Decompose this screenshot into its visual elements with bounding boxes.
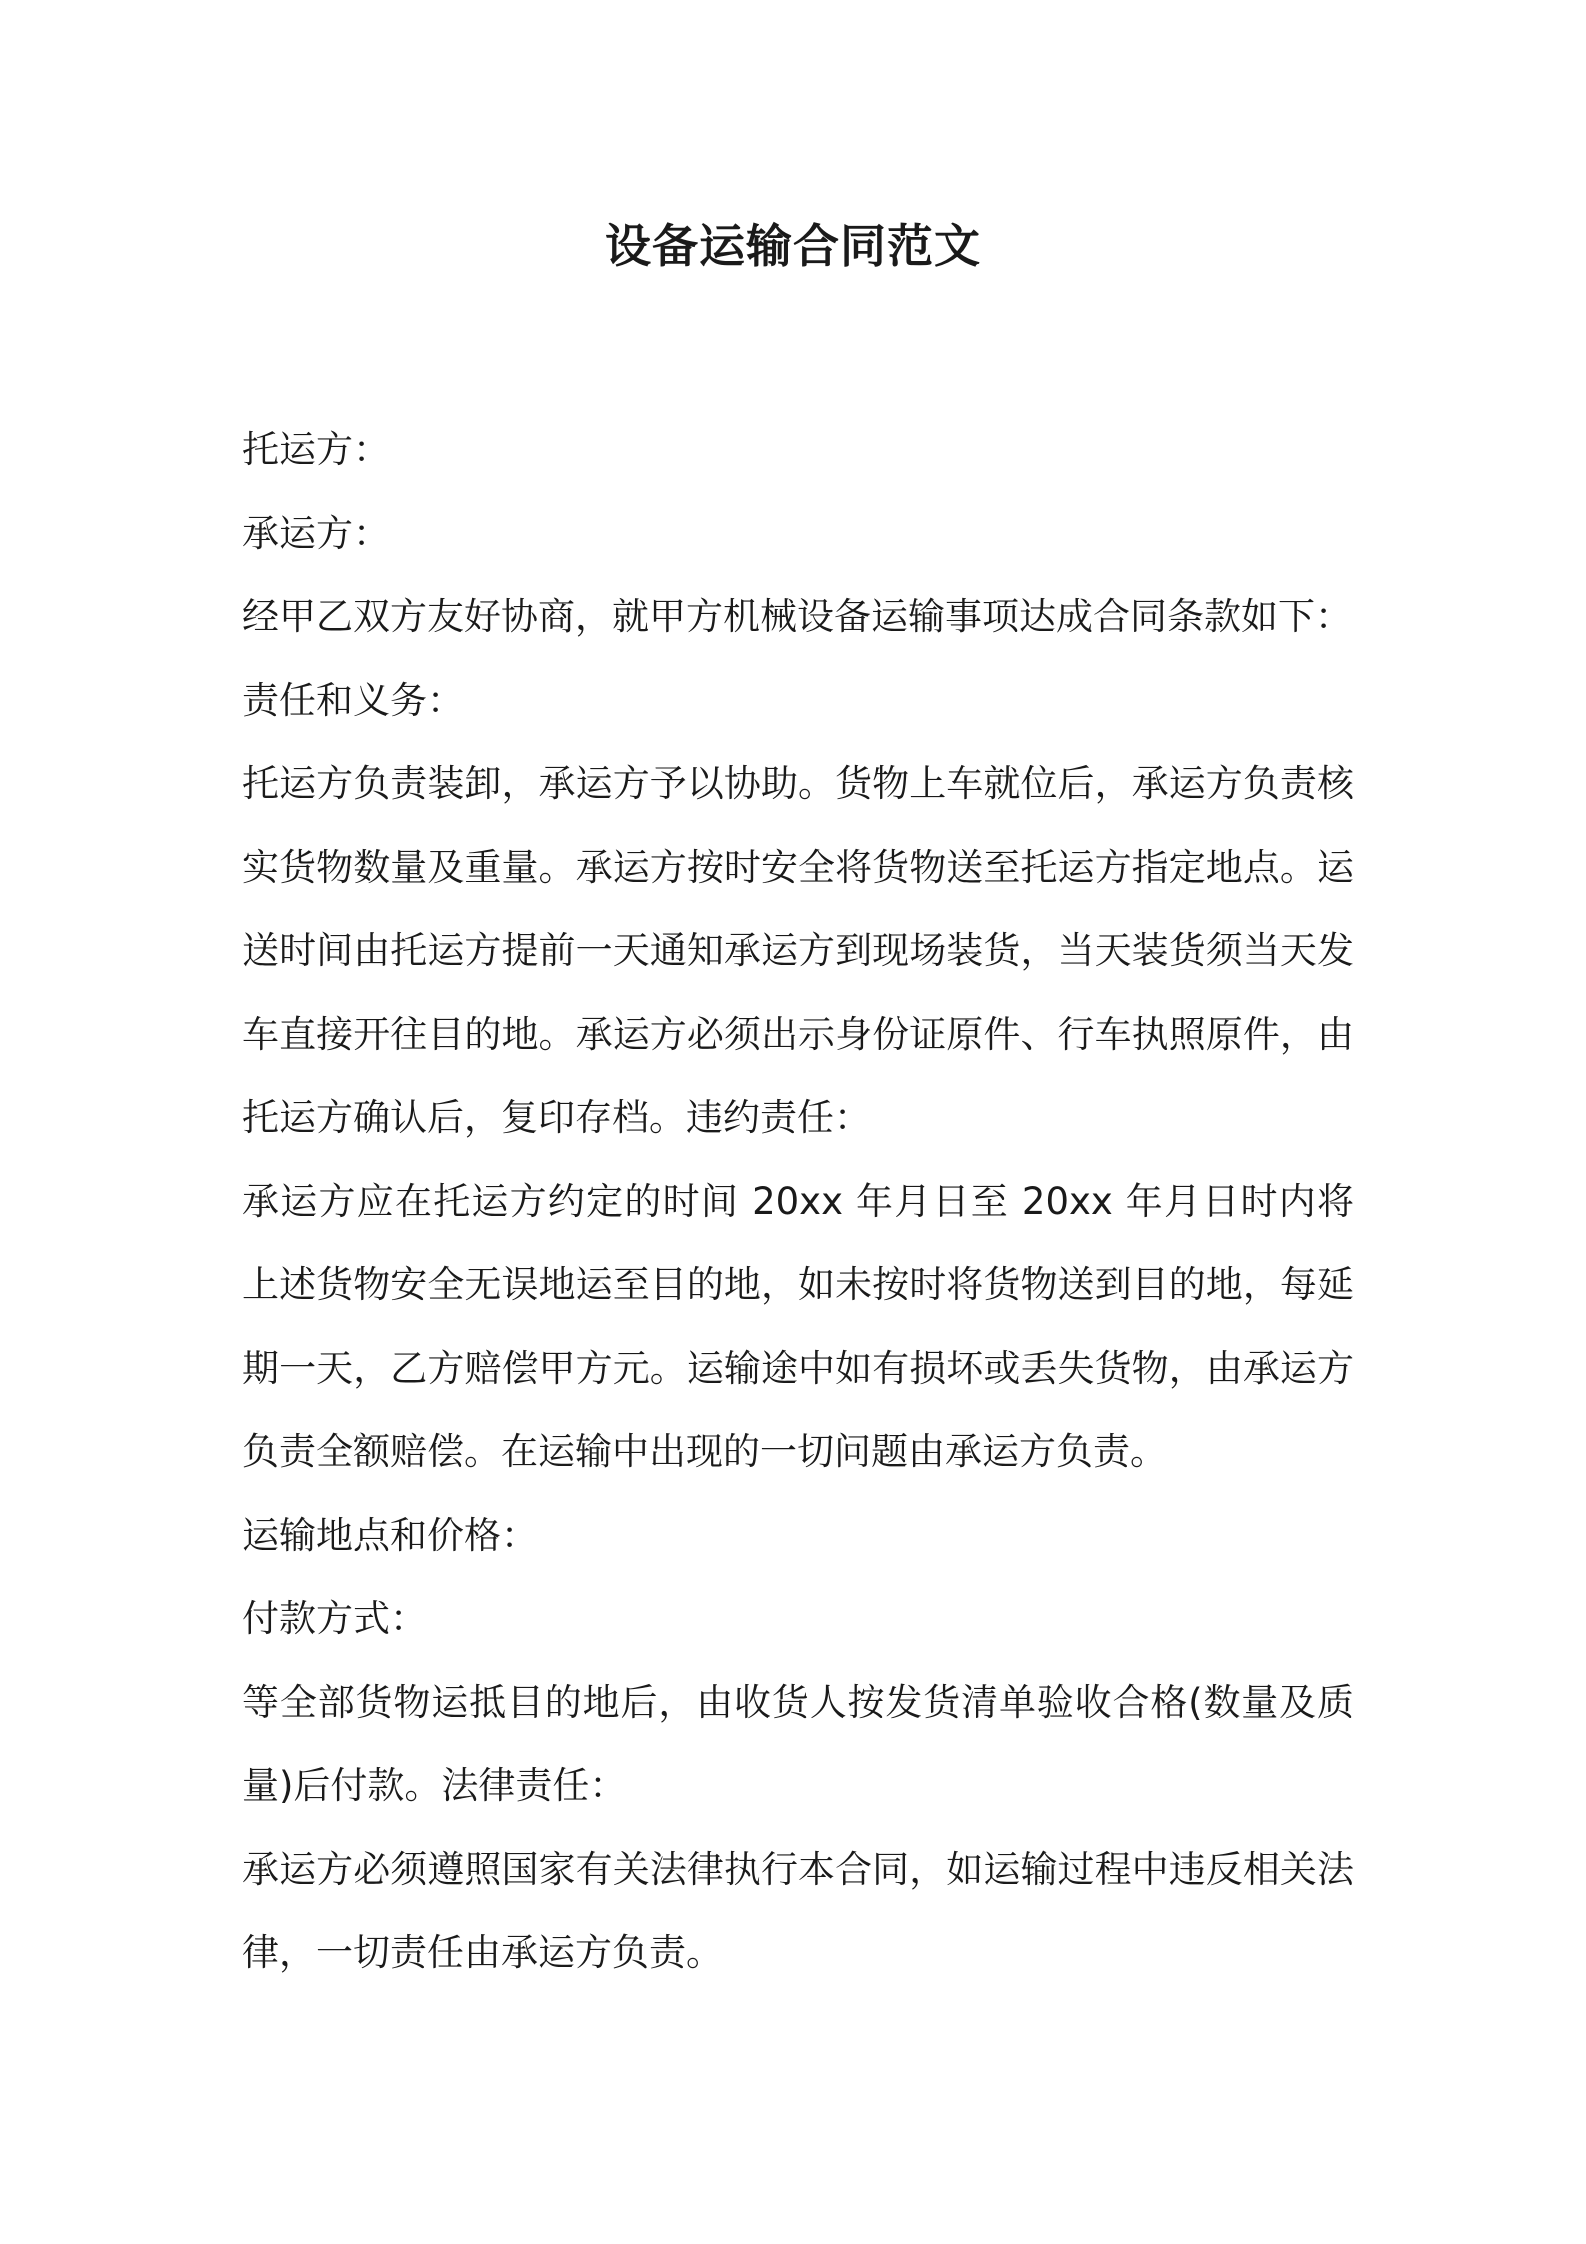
document-body xyxy=(242,408,1354,1995)
paragraph-legal: 承运方必须遵照国家有关法律执行本合同，如运输过程中违反相关法律，一切责任由承运方负责。 xyxy=(242,1847,1354,1974)
document-title: 设备运输合同范文 xyxy=(605,219,981,273)
paragraph-payment: 等全部货物运抵目的地后，由收货人按发货清单验收合格(数量及质量)后付款。法律责任： xyxy=(242,1680,1354,1807)
paragraph-shipper: 托运方： xyxy=(242,428,390,471)
paragraph-payment-heading: 付款方式： xyxy=(242,1597,427,1640)
paragraph-location-price: 运输地点和价格： xyxy=(242,1513,538,1557)
paragraph-carrier: 承运方： xyxy=(242,511,390,555)
paragraph-duties: 托运方负责装卸，承运方予以协助。货物上车就位后，承运方负责核实货物数量及重量。承运方按时安全将货物送至托运方指定地点。运送时间由托运方提前一天通知承运方到现场装货，当天装货须当天发车直接开往目的地。承运方必须出示身份证原件、行车执照原件，由托运方确认后，复印存档。违约责任： xyxy=(242,762,1354,1139)
paragraph-duties-heading: 责任和义务： xyxy=(242,678,464,722)
paragraph-preamble: 经甲乙双方友好协商，就甲方机械设备运输事项达成合同条款如下： xyxy=(242,595,1352,638)
paragraph-breach: 承运方应在托运方约定的时间 20xx 年月日至 20xx 年月日时内将上述货物安全无误地运至目的地，如未按时将货物送到目的地，每延期一天，乙方赔偿甲方元。运输途中如有损坏或丢失货物，由承运方负责全额赔偿。在运输中出现的一切问题由承运方负责。 xyxy=(242,1179,1354,1473)
